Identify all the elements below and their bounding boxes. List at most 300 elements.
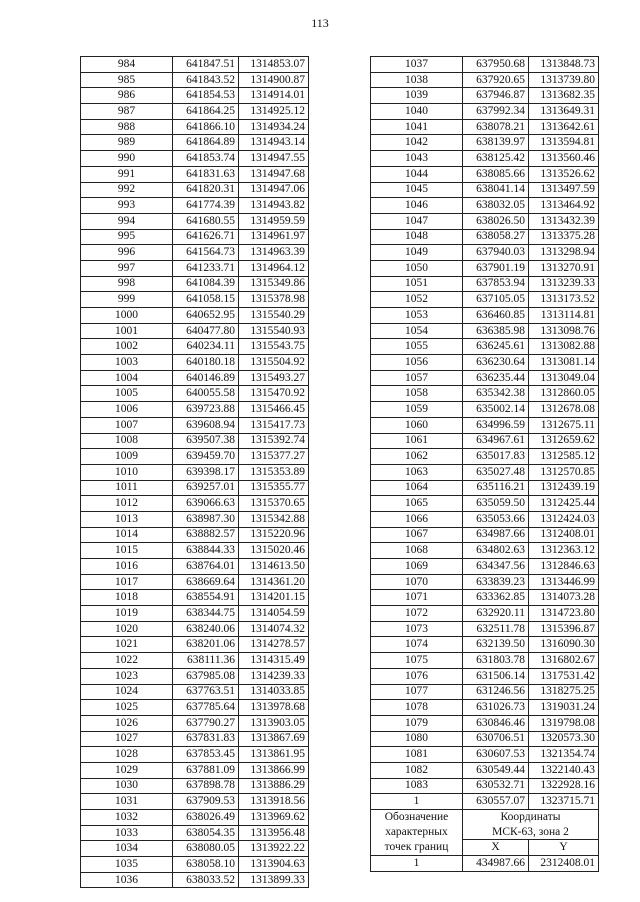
point-id: 994 [81, 213, 173, 229]
point-id: 1078 [371, 700, 463, 716]
coord-y: 1314853.07 [239, 57, 309, 73]
coord-y: 1314947.68 [239, 166, 309, 182]
coord-x: 638033.52 [173, 872, 239, 888]
table-row [371, 496, 599, 512]
coord-x: 638344.75 [173, 606, 239, 622]
table-row [81, 794, 309, 810]
coord-y: 1313270.91 [529, 260, 599, 276]
table-row [81, 308, 309, 324]
point-id: 1039 [371, 88, 463, 104]
coord-x: 641854.53 [173, 88, 239, 104]
table-row [81, 104, 309, 120]
point-id: 1008 [81, 433, 173, 449]
point-id: 1030 [81, 778, 173, 794]
coord-y: 1313642.61 [529, 119, 599, 135]
point-id: 1025 [81, 700, 173, 716]
point-id: 1000 [81, 308, 173, 324]
coord-y: 1323715.71 [529, 794, 599, 810]
coord-x: 639257.01 [173, 480, 239, 496]
coord-x: 639398.17 [173, 464, 239, 480]
coord-y: 1315504.92 [239, 355, 309, 371]
coord-y: 1315378.98 [239, 292, 309, 308]
table-row [371, 276, 599, 292]
coord-y: 1313560.46 [529, 151, 599, 167]
table-row [81, 182, 309, 198]
table-row [371, 590, 599, 606]
coord-x: 639608.94 [173, 417, 239, 433]
coord-x: 638987.30 [173, 511, 239, 527]
coord-y: 1314278.57 [239, 637, 309, 653]
point-id: 1003 [81, 355, 173, 371]
coord-y: 1313497.59 [529, 182, 599, 198]
point-id: 1016 [81, 559, 173, 575]
coord-y: 1314959.59 [239, 213, 309, 229]
coord-x: 641820.31 [173, 182, 239, 198]
coord-x: 637785.64 [173, 700, 239, 716]
point-id: 1061 [371, 433, 463, 449]
coord-y: 1314947.55 [239, 151, 309, 167]
coord-x: 638085.66 [463, 166, 529, 182]
table-row [371, 511, 599, 527]
point-id: 1062 [371, 449, 463, 465]
coord-x: 634802.63 [463, 543, 529, 559]
coordinates-table-right [370, 56, 599, 872]
table-row [81, 762, 309, 778]
table-row [371, 402, 599, 418]
table-row [81, 810, 309, 826]
final-point-y: 2312408.01 [529, 856, 599, 872]
table-row [81, 166, 309, 182]
coord-y: 1312675.11 [529, 417, 599, 433]
point-id: 1041 [371, 119, 463, 135]
point-id: 1045 [371, 182, 463, 198]
table-row [81, 841, 309, 857]
point-id: 1043 [371, 151, 463, 167]
coord-y: 1314943.82 [239, 198, 309, 214]
table-row [81, 590, 309, 606]
table-row [81, 606, 309, 622]
coord-x: 630532.71 [463, 778, 529, 794]
point-id: 1073 [371, 621, 463, 637]
coord-y: 1315417.73 [239, 417, 309, 433]
coord-y: 1313081.14 [529, 355, 599, 371]
coord-y: 1315470.92 [239, 386, 309, 402]
point-id: 995 [81, 229, 173, 245]
header-coords-system: МСК-63, зона 2 [463, 825, 599, 840]
coord-y: 1313049.04 [529, 370, 599, 386]
point-id: 1013 [81, 511, 173, 527]
coord-y: 1315540.29 [239, 308, 309, 324]
table-row [81, 355, 309, 371]
table-row [371, 480, 599, 496]
coord-y: 1314033.85 [239, 684, 309, 700]
table-row [371, 778, 599, 794]
point-id: 1018 [81, 590, 173, 606]
point-id: 1058 [371, 386, 463, 402]
coord-y: 1322140.43 [529, 762, 599, 778]
coord-y: 1313098.76 [529, 323, 599, 339]
coord-x: 637909.53 [173, 794, 239, 810]
table-row [81, 778, 309, 794]
coord-x: 638125.42 [463, 151, 529, 167]
table-row [81, 857, 309, 873]
point-id: 1069 [371, 559, 463, 575]
point-id: 1049 [371, 245, 463, 261]
table-row [371, 559, 599, 575]
coord-x: 637950.68 [463, 57, 529, 73]
coord-y: 1315466.45 [239, 402, 309, 418]
table-row [371, 715, 599, 731]
table-row [371, 386, 599, 402]
coord-x: 640146.89 [173, 370, 239, 386]
point-id: 1019 [81, 606, 173, 622]
header-point-label-2: характерных [371, 825, 463, 840]
table-row [81, 151, 309, 167]
table-row [81, 402, 309, 418]
table-row [371, 213, 599, 229]
coord-x: 641058.15 [173, 292, 239, 308]
coord-x: 631803.78 [463, 653, 529, 669]
point-id: 1048 [371, 229, 463, 245]
coord-x: 640652.95 [173, 308, 239, 324]
point-id: 1033 [81, 825, 173, 841]
header-x: X [463, 840, 529, 856]
coord-y: 1315377.27 [239, 449, 309, 465]
table-row [371, 88, 599, 104]
coord-x: 637901.19 [463, 260, 529, 276]
coord-x: 637831.83 [173, 731, 239, 747]
coord-x: 641864.89 [173, 135, 239, 151]
coord-x: 636235.44 [463, 370, 529, 386]
coord-y: 1314943.14 [239, 135, 309, 151]
coord-y: 1313903.05 [239, 715, 309, 731]
point-id: 1029 [81, 762, 173, 778]
table-row [371, 370, 599, 386]
coord-x: 637920.65 [463, 72, 529, 88]
table-row [371, 166, 599, 182]
point-id: 997 [81, 260, 173, 276]
header-y: Y [529, 840, 599, 856]
point-id: 1026 [81, 715, 173, 731]
coord-y: 1314073.28 [529, 590, 599, 606]
coord-y: 1312585.12 [529, 449, 599, 465]
coord-x: 641774.39 [173, 198, 239, 214]
coord-y: 1315540.93 [239, 323, 309, 339]
coord-x: 639459.70 [173, 449, 239, 465]
point-id: 1035 [81, 857, 173, 873]
point-id: 1054 [371, 323, 463, 339]
coord-x: 638882.57 [173, 527, 239, 543]
table-row [81, 198, 309, 214]
table-row [371, 464, 599, 480]
coord-x: 640180.18 [173, 355, 239, 371]
header-point-label-1: Обозначение [371, 810, 463, 825]
header-coords-title: Координаты [463, 810, 599, 825]
table-row [371, 606, 599, 622]
table-row [81, 496, 309, 512]
point-id: 1034 [81, 841, 173, 857]
coord-y: 1312408.01 [529, 527, 599, 543]
coord-x: 641626.71 [173, 229, 239, 245]
coord-y: 1313082.88 [529, 339, 599, 355]
coord-x: 635053.66 [463, 511, 529, 527]
coord-x: 630706.51 [463, 731, 529, 747]
coord-x: 638139.97 [463, 135, 529, 151]
coord-x: 635059.50 [463, 496, 529, 512]
coord-x: 638764.01 [173, 559, 239, 575]
table-row [81, 213, 309, 229]
table-row [81, 449, 309, 465]
point-id: 1051 [371, 276, 463, 292]
coord-y: 1320573.30 [529, 731, 599, 747]
point-id: 1059 [371, 402, 463, 418]
table-row [81, 731, 309, 747]
coord-y: 1313848.73 [529, 57, 599, 73]
point-id: 1067 [371, 527, 463, 543]
table-row [81, 480, 309, 496]
coord-y: 1313861.95 [239, 747, 309, 763]
point-id: 1056 [371, 355, 463, 371]
coord-x: 632511.78 [463, 621, 529, 637]
point-id: 1 [371, 794, 463, 810]
coord-x: 636385.98 [463, 323, 529, 339]
table-row [81, 119, 309, 135]
coord-y: 1315353.89 [239, 464, 309, 480]
table-row [81, 135, 309, 151]
table-row [371, 574, 599, 590]
coord-y: 1314961.97 [239, 229, 309, 245]
point-id: 999 [81, 292, 173, 308]
point-id: 1017 [81, 574, 173, 590]
point-id: 1081 [371, 747, 463, 763]
table-row [81, 700, 309, 716]
point-id: 1064 [371, 480, 463, 496]
coord-y: 1312439.19 [529, 480, 599, 496]
point-id: 1037 [371, 57, 463, 73]
coord-x: 638058.10 [173, 857, 239, 873]
point-id: 1014 [81, 527, 173, 543]
coord-x: 638669.64 [173, 574, 239, 590]
point-id: 1076 [371, 668, 463, 684]
table-row [81, 229, 309, 245]
table-row [371, 762, 599, 778]
point-id: 990 [81, 151, 173, 167]
point-id: 1009 [81, 449, 173, 465]
point-id: 1046 [371, 198, 463, 214]
point-id: 986 [81, 88, 173, 104]
coord-y: 1314613.50 [239, 559, 309, 575]
table-row [371, 104, 599, 120]
table-row [371, 198, 599, 214]
coord-y: 1313239.33 [529, 276, 599, 292]
point-id: 1071 [371, 590, 463, 606]
point-id: 1075 [371, 653, 463, 669]
coord-y: 1315355.77 [239, 480, 309, 496]
table-row [371, 260, 599, 276]
point-id: 1040 [371, 104, 463, 120]
coord-y: 1314361.20 [239, 574, 309, 590]
coord-y: 1315220.96 [239, 527, 309, 543]
point-id: 996 [81, 245, 173, 261]
point-id: 1066 [371, 511, 463, 527]
coord-y: 1314239.33 [239, 668, 309, 684]
table-row [81, 464, 309, 480]
coord-y: 1315342.88 [239, 511, 309, 527]
coord-y: 1312846.63 [529, 559, 599, 575]
point-id: 1012 [81, 496, 173, 512]
coord-y: 1312570.85 [529, 464, 599, 480]
point-id: 1001 [81, 323, 173, 339]
coord-y: 1313886.29 [239, 778, 309, 794]
table-row [81, 653, 309, 669]
coord-y: 1313904.63 [239, 857, 309, 873]
coord-y: 1314934.24 [239, 119, 309, 135]
point-id: 992 [81, 182, 173, 198]
coord-x: 630846.46 [463, 715, 529, 731]
coord-x: 638240.06 [173, 621, 239, 637]
table-row [81, 339, 309, 355]
coord-y: 1312860.05 [529, 386, 599, 402]
point-id: 989 [81, 135, 173, 151]
point-id: 1082 [371, 762, 463, 778]
coord-y: 1315493.27 [239, 370, 309, 386]
coord-x: 640234.11 [173, 339, 239, 355]
table-row [81, 88, 309, 104]
point-id: 1042 [371, 135, 463, 151]
point-id: 1052 [371, 292, 463, 308]
table-row [81, 276, 309, 292]
table-row [81, 370, 309, 386]
coord-x: 639066.63 [173, 496, 239, 512]
coord-y: 1314925.12 [239, 104, 309, 120]
table-row [81, 715, 309, 731]
table-row [371, 245, 599, 261]
coord-y: 1313899.33 [239, 872, 309, 888]
table-row [81, 292, 309, 308]
coord-x: 635017.83 [463, 449, 529, 465]
coord-x: 641853.74 [173, 151, 239, 167]
table-row [81, 72, 309, 88]
coord-y: 1316802.67 [529, 653, 599, 669]
final-point-x: 434987.66 [463, 856, 529, 872]
coord-y: 1314074.32 [239, 621, 309, 637]
coord-y: 1313866.99 [239, 762, 309, 778]
coord-x: 638111.36 [173, 653, 239, 669]
coord-x: 638844.33 [173, 543, 239, 559]
coord-x: 634987.66 [463, 527, 529, 543]
table-row [371, 684, 599, 700]
coord-x: 634996.59 [463, 417, 529, 433]
point-id: 1068 [371, 543, 463, 559]
point-id: 1063 [371, 464, 463, 480]
coord-y: 1313918.56 [239, 794, 309, 810]
coord-y: 1313173.52 [529, 292, 599, 308]
coord-x: 640477.80 [173, 323, 239, 339]
coord-x: 637105.05 [463, 292, 529, 308]
coord-y: 1319031.24 [529, 700, 599, 716]
coord-y: 1312363.12 [529, 543, 599, 559]
coord-x: 638058.27 [463, 229, 529, 245]
table-row [371, 700, 599, 716]
coord-x: 637985.08 [173, 668, 239, 684]
coord-y: 1318275.25 [529, 684, 599, 700]
point-id: 1065 [371, 496, 463, 512]
coord-y: 1313432.39 [529, 213, 599, 229]
coord-y: 1313114.81 [529, 308, 599, 324]
coord-x: 631026.73 [463, 700, 529, 716]
table-row [371, 527, 599, 543]
table-row [81, 543, 309, 559]
table-row [81, 433, 309, 449]
point-id: 1022 [81, 653, 173, 669]
coord-x: 635002.14 [463, 402, 529, 418]
table-row [81, 511, 309, 527]
table-row [81, 637, 309, 653]
point-id: 1070 [371, 574, 463, 590]
coord-y: 1313969.62 [239, 810, 309, 826]
coord-y: 1314964.12 [239, 260, 309, 276]
table-row [371, 653, 599, 669]
header-block [371, 810, 599, 872]
table-row [81, 559, 309, 575]
coord-y: 1313594.81 [529, 135, 599, 151]
final-point-id: 1 [371, 856, 463, 872]
table-row [371, 668, 599, 684]
point-id: 1077 [371, 684, 463, 700]
table-row [371, 119, 599, 135]
point-id: 987 [81, 104, 173, 120]
coord-y: 1313446.99 [529, 574, 599, 590]
point-id: 1020 [81, 621, 173, 637]
coord-x: 637853.94 [463, 276, 529, 292]
coord-x: 637881.09 [173, 762, 239, 778]
table-row [371, 637, 599, 653]
coord-x: 638080.05 [173, 841, 239, 857]
coord-x: 638554.91 [173, 590, 239, 606]
table-row [371, 182, 599, 198]
point-id: 1083 [371, 778, 463, 794]
table-row [371, 433, 599, 449]
coord-x: 636460.85 [463, 308, 529, 324]
coord-x: 630557.07 [463, 794, 529, 810]
coord-x: 636245.61 [463, 339, 529, 355]
coord-x: 641084.39 [173, 276, 239, 292]
point-id: 1023 [81, 668, 173, 684]
point-id: 1010 [81, 464, 173, 480]
coord-y: 1313375.28 [529, 229, 599, 245]
coord-y: 1313922.22 [239, 841, 309, 857]
page-number: 113 [311, 16, 329, 30]
point-id: 1080 [371, 731, 463, 747]
point-id: 1007 [81, 417, 173, 433]
coord-x: 630549.44 [463, 762, 529, 778]
point-id: 988 [81, 119, 173, 135]
table-row [81, 260, 309, 276]
table-row [81, 417, 309, 433]
table-row [81, 57, 309, 73]
coord-y: 1322928.16 [529, 778, 599, 794]
coord-x: 639723.88 [173, 402, 239, 418]
coord-y: 1313649.31 [529, 104, 599, 120]
coord-y: 1321354.74 [529, 747, 599, 763]
point-id: 1057 [371, 370, 463, 386]
coord-y: 1315392.74 [239, 433, 309, 449]
coord-y: 1313526.62 [529, 166, 599, 182]
coord-x: 636230.64 [463, 355, 529, 371]
coord-x: 637763.51 [173, 684, 239, 700]
coord-x: 638201.06 [173, 637, 239, 653]
coord-x: 637898.78 [173, 778, 239, 794]
